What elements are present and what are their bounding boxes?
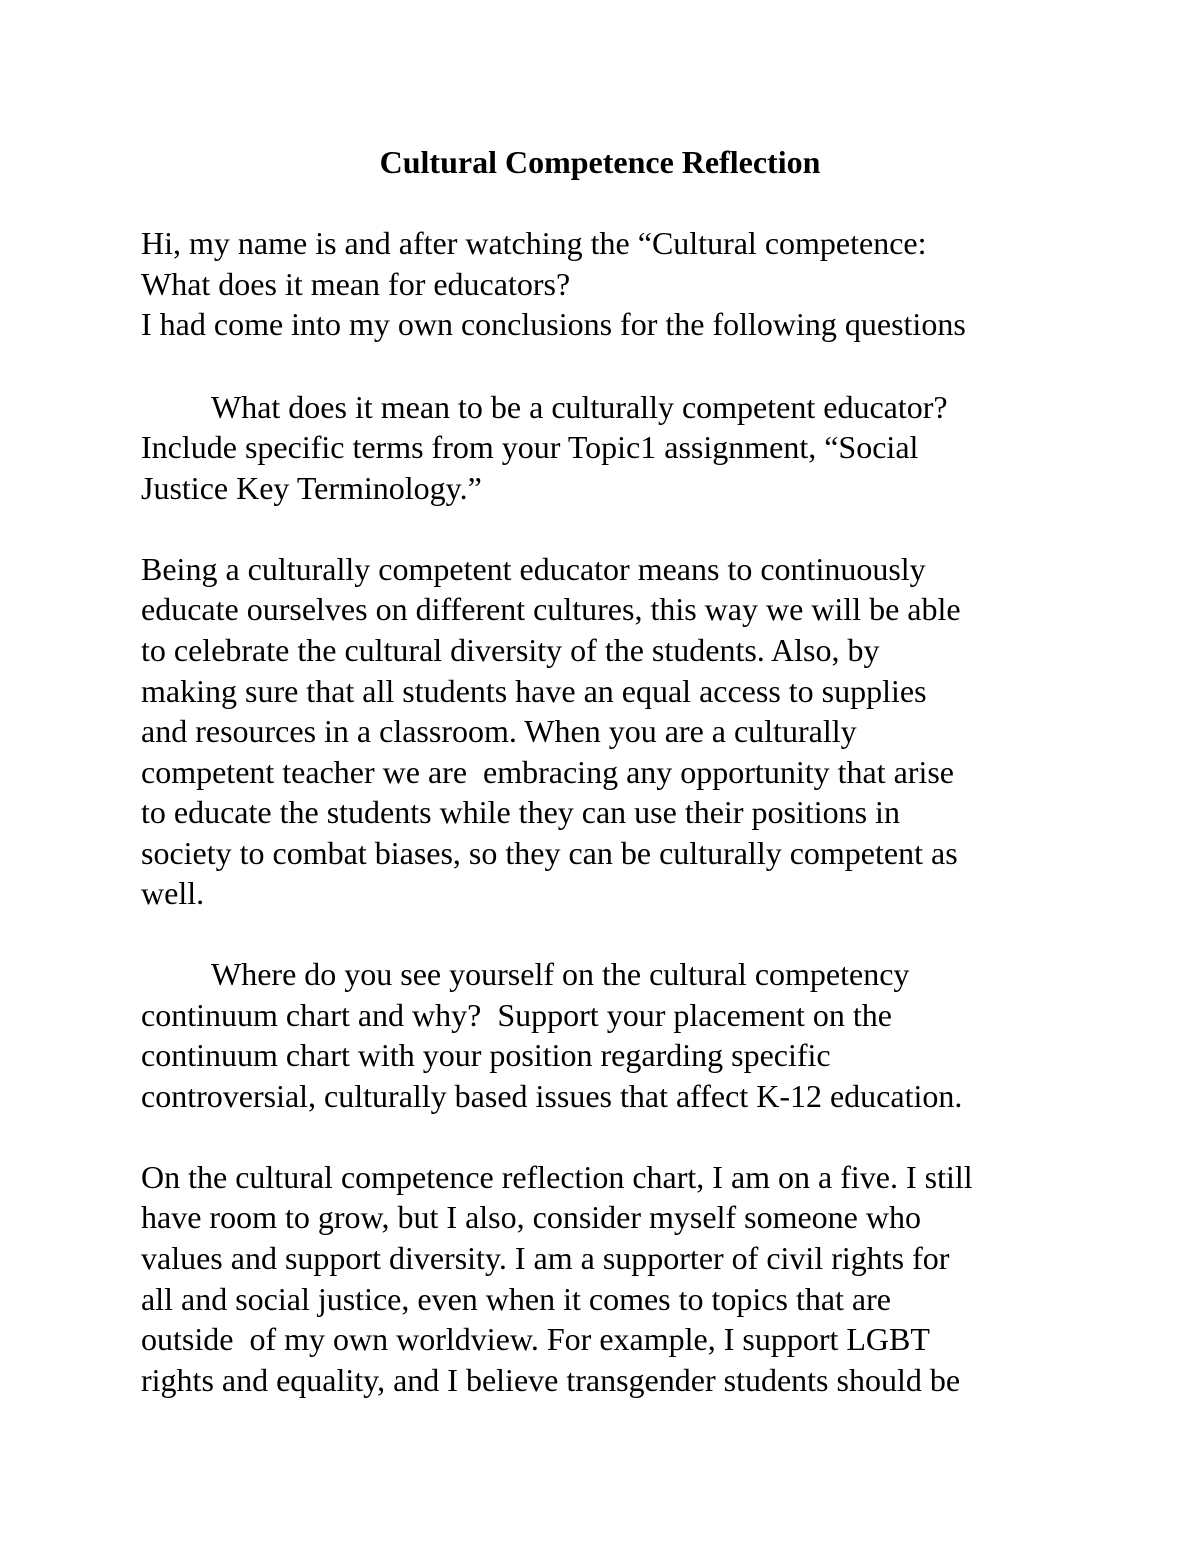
question-2-line: continuum chart with your position regarding specific	[141, 1037, 831, 1073]
answer-1-line: to celebrate the cultural diversity of the students. Also, by	[141, 632, 880, 668]
answer-2-line: have room to grow, but I also, consider myself someone who	[141, 1199, 921, 1235]
answer-2-line: rights and equality, and I believe transgender students should be	[141, 1362, 961, 1398]
answer-1-line: to educate the students while they can use their positions in	[141, 794, 900, 830]
question-2-line: controversial, culturally based issues that affect K-12 education.	[141, 1078, 963, 1114]
answer-1-line: Being a culturally competent educator means to continuously	[141, 551, 926, 587]
answer-2-line: values and support diversity. I am a supporter of civil rights for	[141, 1240, 950, 1276]
answer-2-line: On the cultural competence reflection chart, I am on a five. I still	[141, 1159, 973, 1195]
question-2-line: continuum chart and why? Support your placement on the	[141, 997, 892, 1033]
answer-1-line: competent teacher we are embracing any opportunity that arise	[141, 754, 954, 790]
answer-1-line: well.	[141, 875, 205, 911]
answer-2-line: all and social justice, even when it comes to topics that are	[141, 1281, 891, 1317]
answer-2-line: outside of my own worldview. For example, I support LGBT	[141, 1321, 930, 1357]
answer-1-line: and resources in a classroom. When you are a culturally	[141, 713, 857, 749]
answer-1-line: educate ourselves on different cultures, this way we will be able	[141, 591, 961, 627]
question-1-line: Include specific terms from your Topic1 assignment, “Social	[141, 429, 919, 465]
question-1-line: Justice Key Terminology.”	[141, 470, 482, 506]
intro-line: I had come into my own conclusions for the following questions	[141, 306, 966, 342]
question-2-line: Where do you see yourself on the cultural competency	[211, 956, 910, 992]
intro-line: Hi, my name is and after watching the “Cultural competence:	[141, 225, 927, 261]
document-title: Cultural Competence Reflection	[379, 144, 821, 180]
answer-1-line: making sure that all students have an equal access to supplies	[141, 673, 927, 709]
question-1-line: What does it mean to be a culturally competent educator?	[211, 389, 948, 425]
intro-line: What does it mean for educators?	[141, 266, 571, 302]
answer-1-line: society to combat biases, so they can be culturally competent as	[141, 835, 958, 871]
